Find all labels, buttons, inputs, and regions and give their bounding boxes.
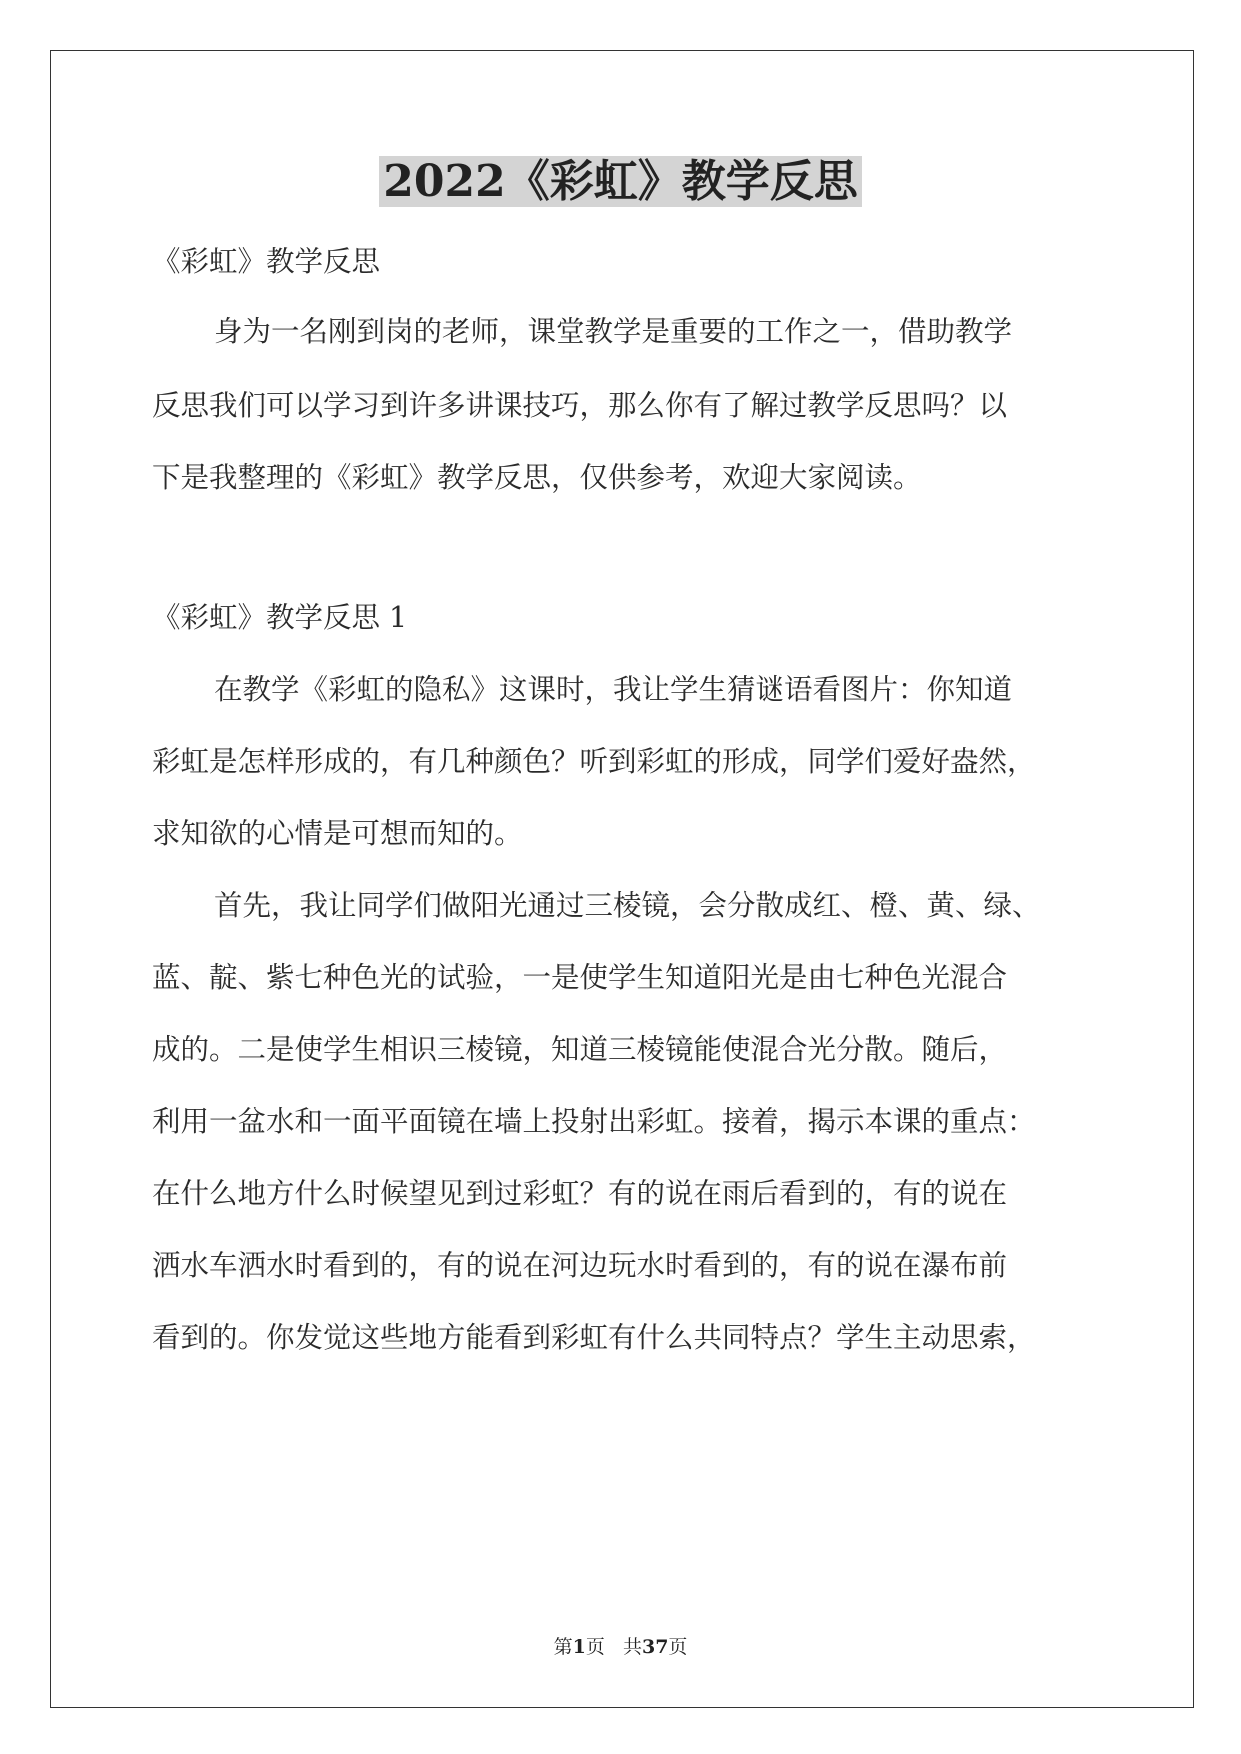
footer-total-prefix: 共 <box>622 1636 642 1658</box>
paragraph-line: 看到的。你发觉这些地方能看到彩虹有什么共同特点？学生主动思索， <box>152 1321 1036 1354</box>
paragraph-line: 洒水车洒水时看到的，有的说在河边玩水时看到的，有的说在瀑布前 <box>152 1249 1008 1282</box>
section-heading: 《彩虹》教学反思 1 <box>152 601 408 634</box>
footer-total-unit: 页 <box>668 1636 688 1658</box>
current-page-number: 1 <box>572 1636 586 1658</box>
paragraph-line: 在什么地方什么时候望见到过彩虹？有的说在雨后看到的，有的说在 <box>152 1177 1008 1210</box>
paragraph-line: 求知欲的心情是可想而知的。 <box>152 817 523 850</box>
paragraph-line: 蓝、靛、紫七种色光的试验，一是使学生知道阳光是由七种色光混合 <box>152 961 1008 994</box>
paragraph-line: 利用一盆水和一面平面镜在墙上投射出彩虹。接着，揭示本课的重点： <box>152 1105 1036 1138</box>
title-text: 2022《彩虹》教学反思 <box>379 156 861 207</box>
paragraph-line: 成的。二是使学生相识三棱镜，知道三棱镜能使混合光分散。随后， <box>152 1033 1008 1066</box>
paragraph-line: 下是我整理的《彩虹》教学反思，仅供参考，欢迎大家阅读。 <box>152 461 922 494</box>
footer-prefix: 第 <box>553 1636 573 1658</box>
page-border <box>50 50 1194 1708</box>
page-footer <box>0 1634 1241 1660</box>
document-title <box>0 152 1241 212</box>
paragraph-line: 首先，我让同学们做阳光通过三棱镜，会分散成红、橙、黄、绿、 <box>214 889 1041 922</box>
footer-page-unit: 页 <box>585 1636 605 1658</box>
paragraph-line: 在教学《彩虹的隐私》这课时，我让学生猜谜语看图片：你知道 <box>214 673 1013 706</box>
paragraph-line: 彩虹是怎样形成的，有几种颜色？听到彩虹的形成，同学们爱好盎然， <box>152 745 1036 778</box>
paragraph-line: 身为一名刚到岗的老师，课堂教学是重要的工作之一，借助教学 <box>214 315 1013 348</box>
paragraph-line: 反思我们可以学习到许多讲课技巧，那么你有了解过教学反思吗？以 <box>152 389 1008 422</box>
section-heading: 《彩虹》教学反思 <box>152 245 381 278</box>
total-page-count: 37 <box>641 1636 669 1658</box>
